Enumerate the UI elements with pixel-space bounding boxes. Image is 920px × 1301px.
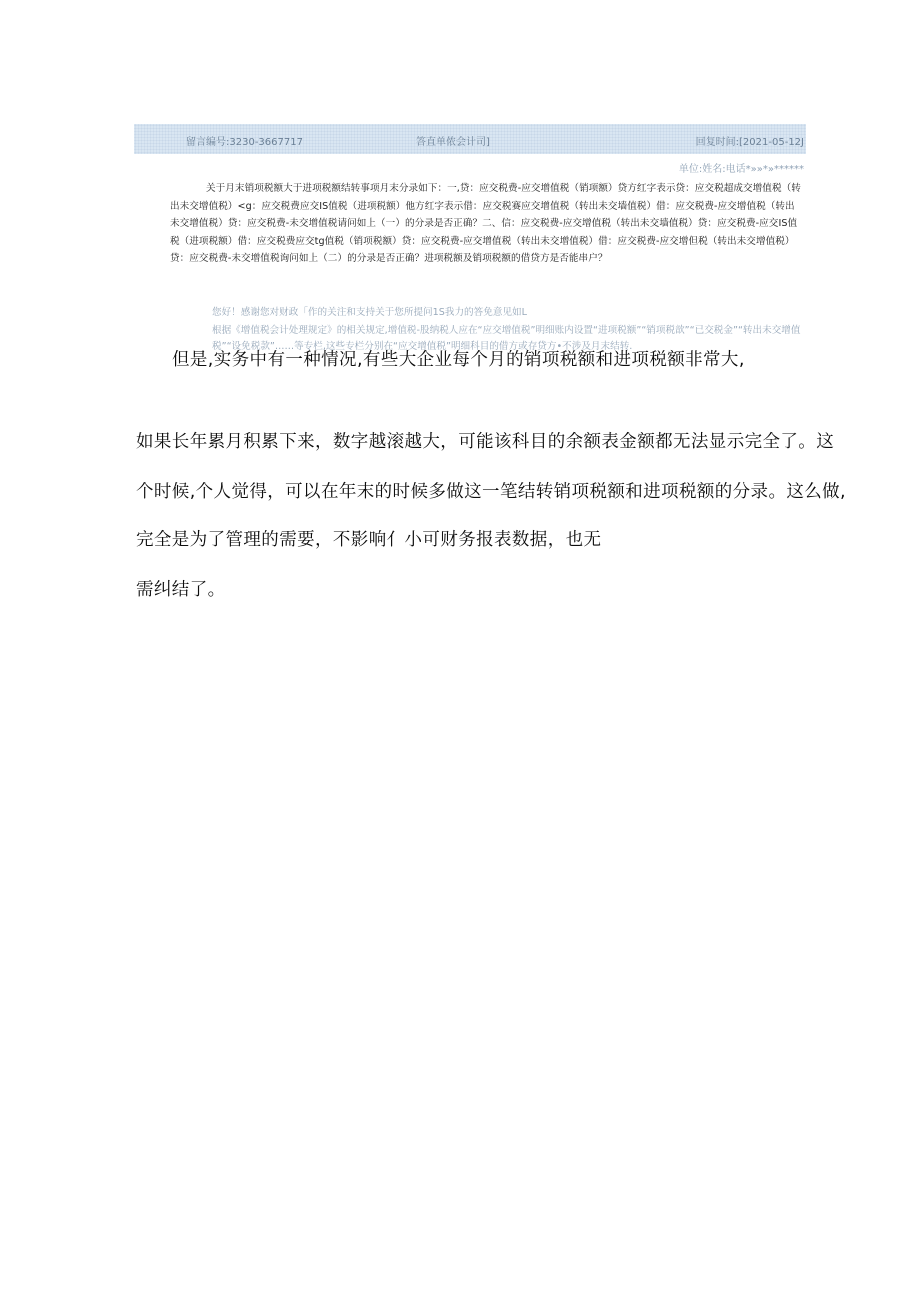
message-id: 留言编号:3230-3667717 bbox=[186, 137, 303, 148]
answer-greeting: 您好！感谢您对财政「作的关注和支持关于您所提问1S我力的答免意见如L bbox=[212, 307, 527, 318]
answer-body: 根据《增值税会计处理规定》的相关规定,增值税-股纳税人应在“应交增值税”明细账内设置“进项税额”“销项税歆”“已交税金”“转出未交增值税”“设免税款”……等专栏,这些专栏分别在“应交增值税”明细科目的借方或存贷方•不涉及月末结转. bbox=[212, 324, 801, 352]
body-paragraph-line: 个时候,个人觉得，可以在年末的时候多做这一笔结转销项税额和进项税额的分录。这么做, bbox=[136, 482, 847, 502]
message-header-bar bbox=[134, 124, 806, 154]
reply-time: 回复时间:[2021-05-12J bbox=[695, 137, 804, 148]
contact-line: 单位:姓名:电话*»»*»****** bbox=[678, 164, 804, 175]
body-paragraph-line: 需纠结了。 bbox=[136, 580, 226, 600]
answer-unit: 答直单侬会计司] bbox=[416, 137, 490, 148]
body-paragraph-line: 完全是为了管理的需要，不影响亻小可财务报表数据，也无 bbox=[136, 530, 602, 550]
question-text: 关于月末销项税额大于进项税额结转事项月末分录如下：一,贷：应交税费-应交增值税（销项额）贷方红字表示贷：应交税超成交增值税（转出未交增值税）<g：应交税费应交IS值税（进项税额）他方红字表示借：应交税赛应交增值税（转出未交墙值税）借：应交税费-应交增值税（转出未交增值税）贷：应交税费-未交增值税请问如上（一）的分录是否正确？二、信：应交税费-应交增值税（转出未交墙值税）贷：应交税费-应交IS值税（进项税额）借：应交税费应交tg值税（销项税额）贷：应交税费-应交增值税（转出未交增值税）借：应交税费-应交增但税（转出未交增值税）贷：应交税费-未交增值税询问如上（二）的分录是否正确？进项税额及销项税额的借贷方是否能串户？ bbox=[170, 183, 801, 264]
body-paragraph-line: 如果长年累月积累下来，数字越滚越大，可能该科目的余额表金额都无法显示完全了。这 bbox=[136, 432, 835, 452]
body-paragraph-line: 但是,实务中有一种情况,有些大企业每个月的销项税额和进项税额非常大, bbox=[172, 350, 745, 370]
